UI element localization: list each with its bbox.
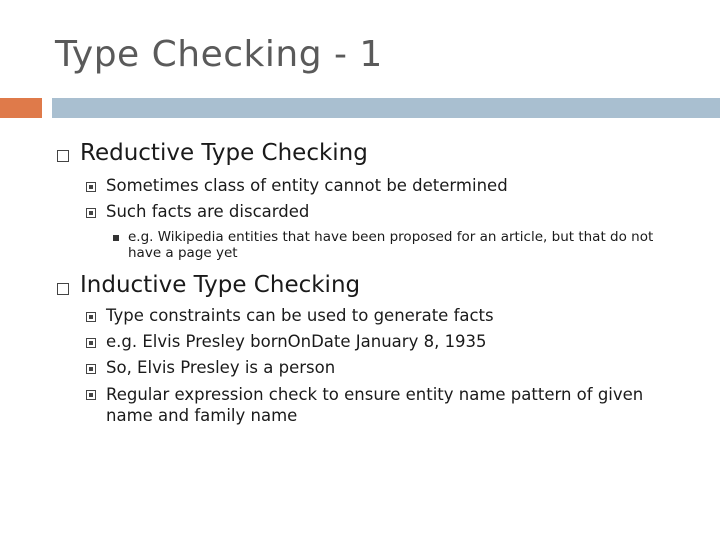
point-text: Regular expression check to ensure entity name pattern of given name and family name xyxy=(106,385,644,425)
solid-bullet-icon xyxy=(113,235,119,241)
section-heading-reductive: Reductive Type Checking xyxy=(80,140,368,166)
square-bullet-icon xyxy=(86,338,96,348)
square-bullet-icon xyxy=(86,208,96,218)
accent-bar-left xyxy=(0,98,42,118)
section-bullet-icon xyxy=(57,150,69,162)
section-bullet-icon xyxy=(57,283,69,295)
point-text: Sometimes class of entity cannot be determined xyxy=(106,176,508,195)
slide-title: Type Checking - 1 xyxy=(55,34,383,75)
point-text: So, Elvis Presley is a person xyxy=(106,358,336,377)
point-text: e.g. Elvis Presley bornOnDate January 8, 1935 xyxy=(106,332,487,351)
accent-bar-right xyxy=(52,98,720,118)
subpoint-text: e.g. Wikipedia entities that have been proposed for an article, but that do not have a page yet xyxy=(128,229,654,261)
square-bullet-icon xyxy=(86,390,96,400)
square-bullet-icon xyxy=(86,312,96,322)
section-heading-inductive: Inductive Type Checking xyxy=(80,272,361,298)
point-text: Such facts are discarded xyxy=(106,202,310,221)
point-text: Type constraints can be used to generate facts xyxy=(106,306,494,325)
square-bullet-icon xyxy=(86,364,96,374)
square-bullet-icon xyxy=(86,182,96,192)
